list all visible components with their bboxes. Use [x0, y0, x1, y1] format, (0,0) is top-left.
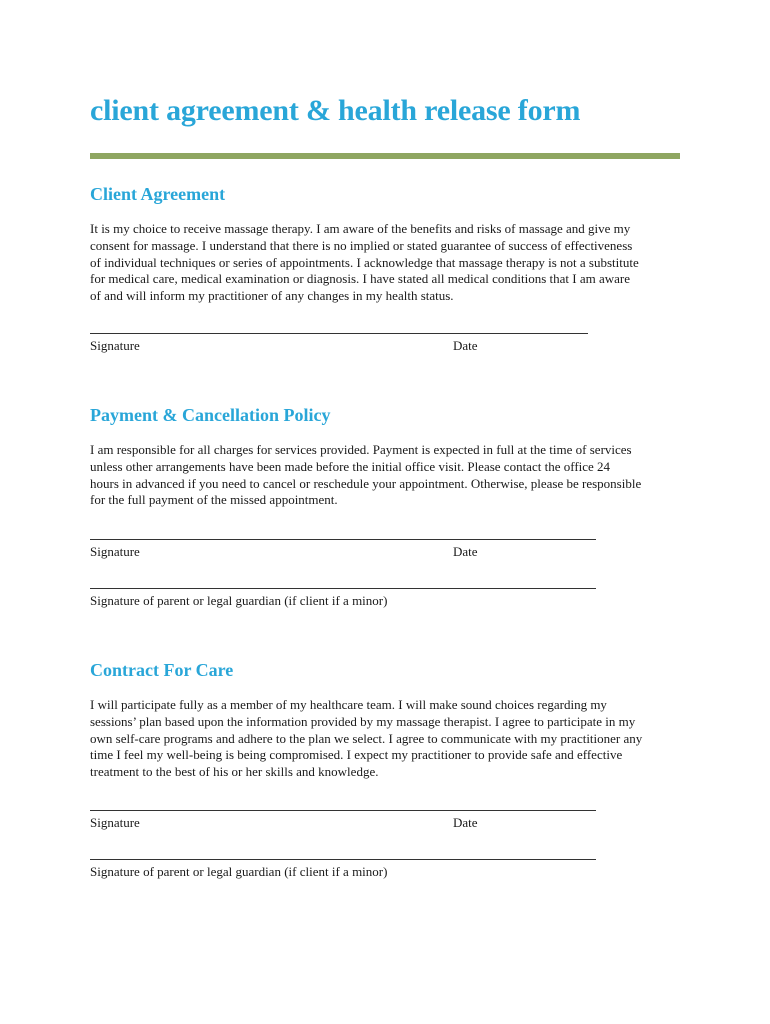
contract-for-care-heading: Contract For Care — [90, 660, 234, 680]
client-agreement-line: for medical care, medical examination or diagnosis. I have stated all medical conditions that I am aware — [90, 271, 631, 287]
client-agreement-line: of and will inform my practitioner of any changes in my health status. — [90, 288, 454, 304]
client-signature-line[interactable] — [90, 333, 588, 334]
payment-policy-line: for the full payment of the missed appointment. — [90, 492, 338, 508]
payment-guardian-label: Signature of parent or legal guardian (if client if a minor) — [90, 593, 388, 608]
payment-policy-line: hours in advanced if you need to cancel or reschedule your appointment. Otherwise, please be responsible — [90, 475, 642, 491]
payment-policy-heading: Payment & Cancellation Policy — [90, 405, 331, 425]
client-date-label: Date — [453, 338, 478, 353]
contract-line: own self-care programs and adhere to the plan we select. I agree to communicate with my practitioner any — [90, 730, 643, 746]
client-agreement-text — [90, 221, 639, 305]
client-signature-label: Signature — [90, 338, 140, 353]
client-agreement-line: It is my choice to receive massage therapy. I am aware of the benefits and risks of massage and give my — [90, 221, 631, 236]
client-agreement-line: consent for massage. I understand that there is no implied or stated guarantee of success of effectiveness — [90, 237, 633, 253]
payment-date-label: Date — [453, 544, 478, 559]
form-title: client agreement & health release form — [90, 94, 581, 127]
contract-line: I will participate fully as a member of my healthcare team. I will make sound choices regarding my — [90, 697, 607, 712]
contract-date-label: Date — [453, 815, 478, 830]
contract-line: time I feel my well-being is being compromised. I expect my practitioner to provide safe and effective — [90, 747, 623, 763]
payment-policy-line: unless other arrangements have been made before the initial office visit. Please contact the office 24 — [90, 458, 611, 474]
payment-policy-line: I am responsible for all charges for services provided. Payment is expected in full at the time of services — [90, 442, 632, 457]
client-agreement-heading: Client Agreement — [90, 184, 226, 204]
payment-signature-label: Signature — [90, 544, 140, 559]
contract-guardian-signature-line[interactable] — [90, 859, 596, 860]
contract-guardian-label: Signature of parent or legal guardian (if client if a minor) — [90, 864, 388, 879]
contract-signature-label: Signature — [90, 815, 140, 830]
payment-guardian-signature-line[interactable] — [90, 588, 596, 589]
client-agreement-line: of individual techniques or series of appointments. I acknowledge that massage therapy is not a substitute — [90, 254, 639, 270]
title-divider — [90, 153, 680, 159]
contract-line: treatment to the best of his or her skills and knowledge. — [90, 764, 379, 780]
payment-signature-line[interactable] — [90, 539, 596, 540]
contract-signature-line[interactable] — [90, 810, 596, 811]
contract-line: sessions’ plan based upon the information provided by my massage therapist. I agree to participate in my — [90, 713, 636, 729]
contract-for-care-text — [90, 697, 642, 781]
payment-policy-text — [90, 442, 641, 509]
